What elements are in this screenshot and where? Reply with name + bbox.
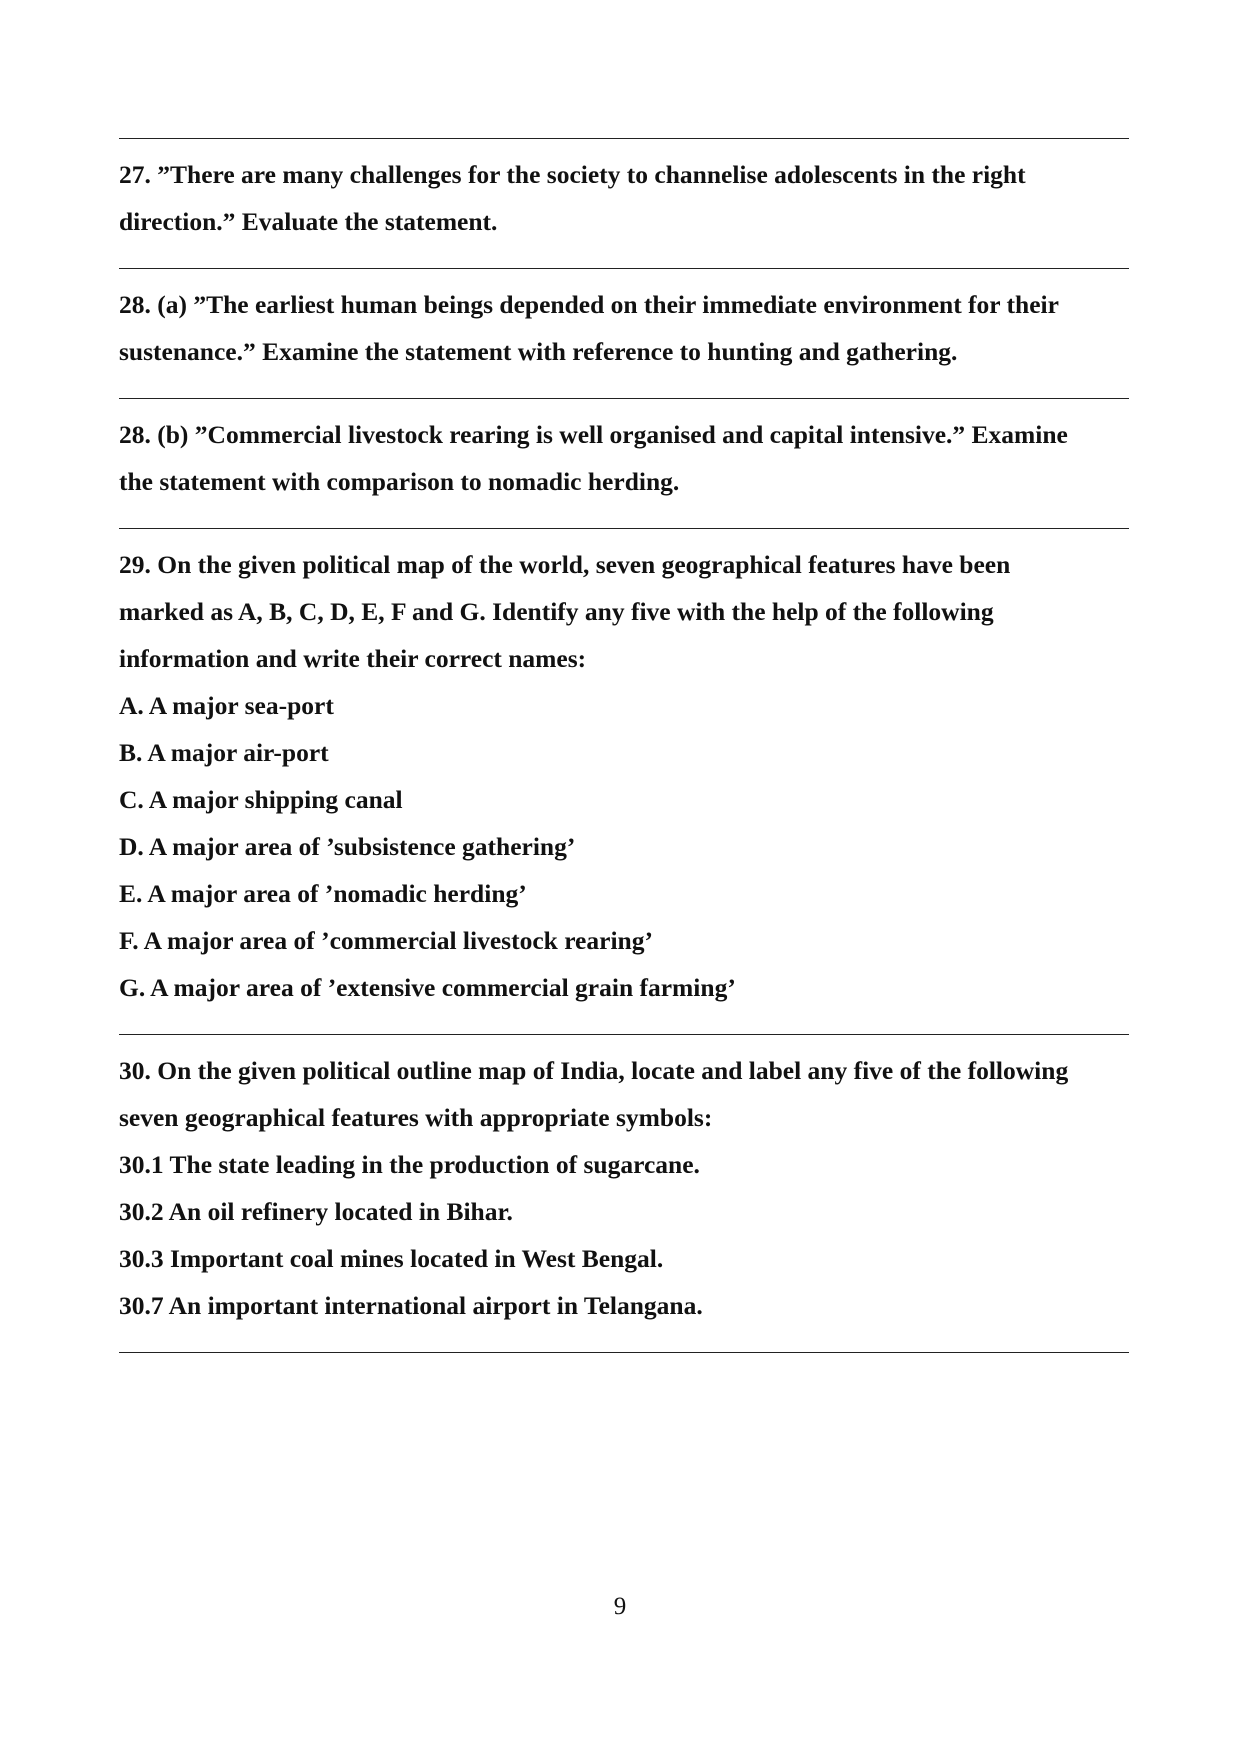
option-d: D. A major area of ’subsistence gathering’ bbox=[119, 832, 576, 861]
option-a: A. A major sea-port bbox=[119, 691, 334, 720]
sub-item-30-2: 30.2 An oil refinery located in Bihar. bbox=[119, 1197, 513, 1226]
question-text-line: information and write their correct names: bbox=[119, 644, 587, 673]
question-text-line: 27. ”There are many challenges for the society to channelise adolescents in the right bbox=[119, 160, 1026, 189]
question-text-line: 28. (b) ”Commercial livestock rearing is well organised and capital intensive.” Examine bbox=[119, 420, 1068, 449]
question-list bbox=[119, 138, 1129, 1353]
question-27 bbox=[119, 139, 1129, 268]
option-b: B. A major air-port bbox=[119, 738, 329, 767]
question-28a bbox=[119, 269, 1129, 398]
question-text-line: marked as A, B, C, D, E, F and G. Identify any five with the help of the following bbox=[119, 597, 994, 626]
sub-item-30-1: 30.1 The state leading in the production of sugarcane. bbox=[119, 1150, 700, 1179]
question-29 bbox=[119, 529, 1129, 1034]
divider bbox=[119, 1352, 1129, 1353]
question-30 bbox=[119, 1035, 1129, 1352]
sub-item-30-3: 30.3 Important coal mines located in West Bengal. bbox=[119, 1244, 664, 1273]
page-number: 9 bbox=[613, 1593, 627, 1620]
question-text-line: seven geographical features with appropriate symbols: bbox=[119, 1103, 713, 1132]
question-text-line: 28. (a) ”The earliest human beings depended on their immediate environment for their bbox=[119, 290, 1059, 319]
option-g: G. A major area of ’extensive commercial grain farming’ bbox=[119, 973, 736, 1002]
question-text-line: 30. On the given political outline map of India, locate and label any five of the following bbox=[119, 1056, 1069, 1085]
question-28b bbox=[119, 399, 1129, 528]
question-text-line: the statement with comparison to nomadic herding. bbox=[119, 467, 680, 496]
option-c: C. A major shipping canal bbox=[119, 785, 403, 814]
question-text-line: direction.” Evaluate the statement. bbox=[119, 207, 498, 236]
option-f: F. A major area of ’commercial livestock rearing’ bbox=[119, 926, 653, 955]
option-e: E. A major area of ’nomadic herding’ bbox=[119, 879, 527, 908]
question-text-line: sustenance.” Examine the statement with reference to hunting and gathering. bbox=[119, 337, 958, 366]
question-text-line: 29. On the given political map of the world, seven geographical features have been bbox=[119, 550, 1011, 579]
sub-item-30-7: 30.7 An important international airport in Telangana. bbox=[119, 1291, 703, 1320]
